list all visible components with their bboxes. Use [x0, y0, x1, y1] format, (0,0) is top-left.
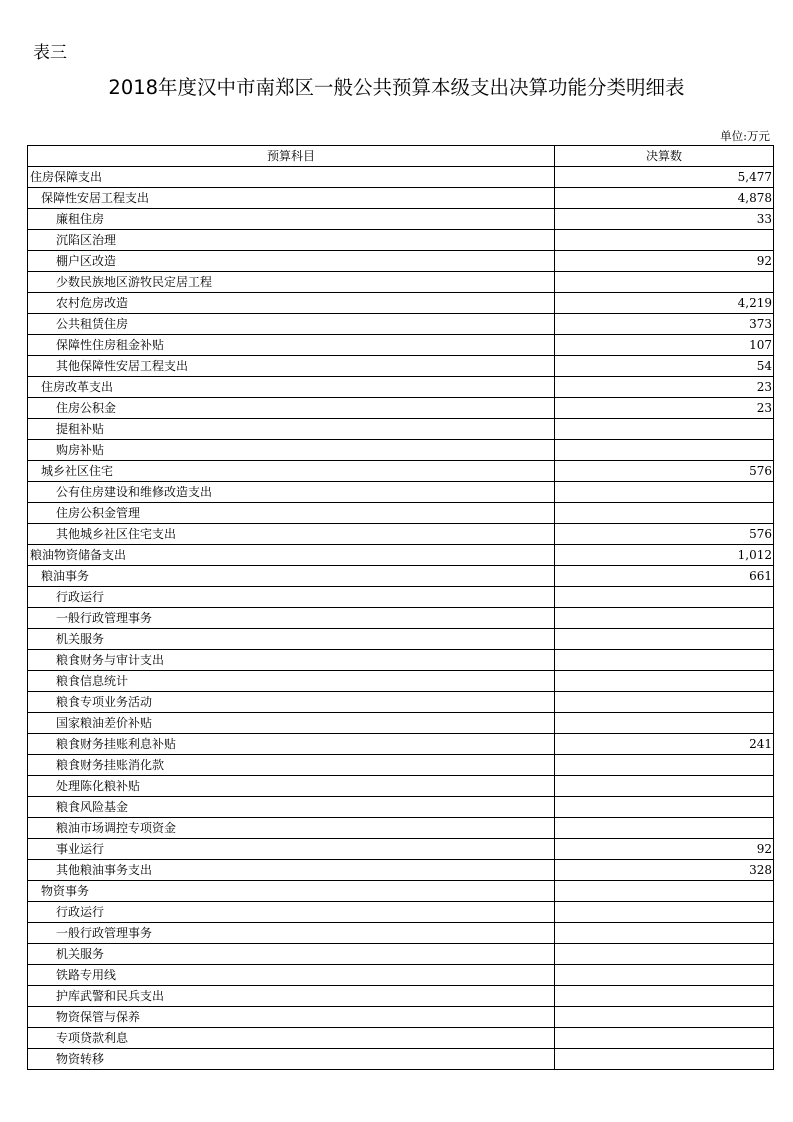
budget-subject-cell: 物资保管与保养	[28, 1007, 555, 1028]
amount-cell	[555, 650, 774, 671]
table-row	[28, 335, 774, 356]
table-row	[28, 209, 774, 230]
table-body	[28, 167, 774, 1070]
budget-subject-cell: 粮食财务挂账利息补贴	[28, 734, 555, 755]
amount-cell: 1,012	[555, 545, 774, 566]
amount-cell	[555, 482, 774, 503]
budget-subject-cell: 住房公积金管理	[28, 503, 555, 524]
amount-cell	[555, 671, 774, 692]
document-label: 表三	[33, 43, 67, 63]
amount-cell: 576	[555, 524, 774, 545]
table-header-row	[28, 146, 774, 167]
budget-subject-cell: 农村危房改造	[28, 293, 555, 314]
budget-subject-cell: 专项贷款利息	[28, 1028, 555, 1049]
budget-subject-cell: 物资事务	[28, 881, 555, 902]
budget-subject-cell: 住房改革支出	[28, 377, 555, 398]
header-final-amount: 决算数	[555, 146, 774, 167]
budget-subject-cell: 物资转移	[28, 1049, 555, 1070]
table-row	[28, 1028, 774, 1049]
budget-subject-cell: 行政运行	[28, 587, 555, 608]
amount-cell: 54	[555, 356, 774, 377]
amount-cell	[555, 986, 774, 1007]
budget-subject-cell: 国家粮油差价补贴	[28, 713, 555, 734]
amount-cell	[555, 797, 774, 818]
budget-subject-cell: 护库武警和民兵支出	[28, 986, 555, 1007]
budget-subject-cell: 其他城乡社区住宅支出	[28, 524, 555, 545]
amount-cell	[555, 230, 774, 251]
table-row	[28, 797, 774, 818]
amount-cell: 373	[555, 314, 774, 335]
budget-subject-cell: 粮油市场调控专项资金	[28, 818, 555, 839]
header-budget-subject: 预算科目	[28, 146, 555, 167]
amount-cell: 92	[555, 839, 774, 860]
amount-cell	[555, 419, 774, 440]
amount-cell: 4,219	[555, 293, 774, 314]
amount-cell: 92	[555, 251, 774, 272]
table-row	[28, 1007, 774, 1028]
table-row	[28, 713, 774, 734]
budget-table	[27, 145, 774, 1070]
table-row	[28, 272, 774, 293]
table-row	[28, 755, 774, 776]
table-row	[28, 440, 774, 461]
amount-cell: 4,878	[555, 188, 774, 209]
budget-subject-cell: 处理陈化粮补贴	[28, 776, 555, 797]
budget-subject-cell: 其他粮油事务支出	[28, 860, 555, 881]
table-row	[28, 818, 774, 839]
amount-cell	[555, 629, 774, 650]
amount-cell	[555, 440, 774, 461]
table-row	[28, 860, 774, 881]
budget-subject-cell: 沉陷区治理	[28, 230, 555, 251]
amount-cell	[555, 272, 774, 293]
table-row	[28, 524, 774, 545]
table-row	[28, 965, 774, 986]
amount-cell	[555, 965, 774, 986]
amount-cell	[555, 503, 774, 524]
budget-subject-cell: 粮食财务与审计支出	[28, 650, 555, 671]
budget-subject-cell: 机关服务	[28, 629, 555, 650]
table-row	[28, 776, 774, 797]
budget-subject-cell: 粮食风险基金	[28, 797, 555, 818]
budget-subject-cell: 保障性安居工程支出	[28, 188, 555, 209]
table-row	[28, 167, 774, 188]
amount-cell	[555, 923, 774, 944]
budget-subject-cell: 少数民族地区游牧民定居工程	[28, 272, 555, 293]
table-row	[28, 608, 774, 629]
page-title: 2018年度汉中市南郑区一般公共预算本级支出决算功能分类明细表	[108, 76, 685, 99]
budget-subject-cell: 事业运行	[28, 839, 555, 860]
table-row	[28, 902, 774, 923]
budget-subject-cell: 廉租住房	[28, 209, 555, 230]
amount-cell: 661	[555, 566, 774, 587]
amount-cell: 576	[555, 461, 774, 482]
amount-cell: 23	[555, 398, 774, 419]
table-row	[28, 671, 774, 692]
amount-cell	[555, 944, 774, 965]
table-row	[28, 188, 774, 209]
budget-subject-cell: 一般行政管理事务	[28, 923, 555, 944]
table-row	[28, 461, 774, 482]
table-row	[28, 986, 774, 1007]
table-row	[28, 944, 774, 965]
budget-subject-cell: 行政运行	[28, 902, 555, 923]
budget-subject-cell: 公有住房建设和维修改造支出	[28, 482, 555, 503]
amount-cell	[555, 608, 774, 629]
budget-subject-cell: 棚户区改造	[28, 251, 555, 272]
amount-cell	[555, 818, 774, 839]
amount-cell	[555, 713, 774, 734]
budget-subject-cell: 住房公积金	[28, 398, 555, 419]
amount-cell	[555, 587, 774, 608]
amount-cell	[555, 902, 774, 923]
budget-subject-cell: 其他保障性安居工程支出	[28, 356, 555, 377]
table-row	[28, 482, 774, 503]
amount-cell	[555, 1007, 774, 1028]
table-row	[28, 1049, 774, 1070]
amount-cell: 23	[555, 377, 774, 398]
budget-subject-cell: 住房保障支出	[28, 167, 555, 188]
amount-cell	[555, 881, 774, 902]
amount-cell: 107	[555, 335, 774, 356]
budget-subject-cell: 粮食信息统计	[28, 671, 555, 692]
budget-subject-cell: 粮油事务	[28, 566, 555, 587]
table-row	[28, 881, 774, 902]
amount-cell: 241	[555, 734, 774, 755]
table-row	[28, 230, 774, 251]
budget-subject-cell: 城乡社区住宅	[28, 461, 555, 482]
unit-label: 单位:万元	[720, 129, 770, 143]
table-row	[28, 419, 774, 440]
budget-subject-cell: 购房补贴	[28, 440, 555, 461]
table-row	[28, 587, 774, 608]
table-row	[28, 545, 774, 566]
budget-subject-cell: 粮油物资储备支出	[28, 545, 555, 566]
budget-subject-cell: 保障性住房租金补贴	[28, 335, 555, 356]
table-row	[28, 356, 774, 377]
amount-cell	[555, 776, 774, 797]
table-row	[28, 839, 774, 860]
table-row	[28, 398, 774, 419]
amount-cell	[555, 1049, 774, 1070]
amount-cell	[555, 755, 774, 776]
budget-subject-cell: 提租补贴	[28, 419, 555, 440]
budget-subject-cell: 机关服务	[28, 944, 555, 965]
table-row	[28, 377, 774, 398]
amount-cell	[555, 692, 774, 713]
table-row	[28, 734, 774, 755]
amount-cell	[555, 1028, 774, 1049]
table-row	[28, 566, 774, 587]
table-row	[28, 314, 774, 335]
budget-subject-cell: 粮食财务挂账消化款	[28, 755, 555, 776]
table-row	[28, 251, 774, 272]
table-row	[28, 650, 774, 671]
budget-subject-cell: 粮食专项业务活动	[28, 692, 555, 713]
budget-subject-cell: 铁路专用线	[28, 965, 555, 986]
amount-cell: 5,477	[555, 167, 774, 188]
table-row	[28, 503, 774, 524]
table-row	[28, 293, 774, 314]
amount-cell: 33	[555, 209, 774, 230]
table-row	[28, 923, 774, 944]
table-row	[28, 629, 774, 650]
budget-subject-cell: 一般行政管理事务	[28, 608, 555, 629]
budget-subject-cell: 公共租赁住房	[28, 314, 555, 335]
amount-cell: 328	[555, 860, 774, 881]
table-row	[28, 692, 774, 713]
